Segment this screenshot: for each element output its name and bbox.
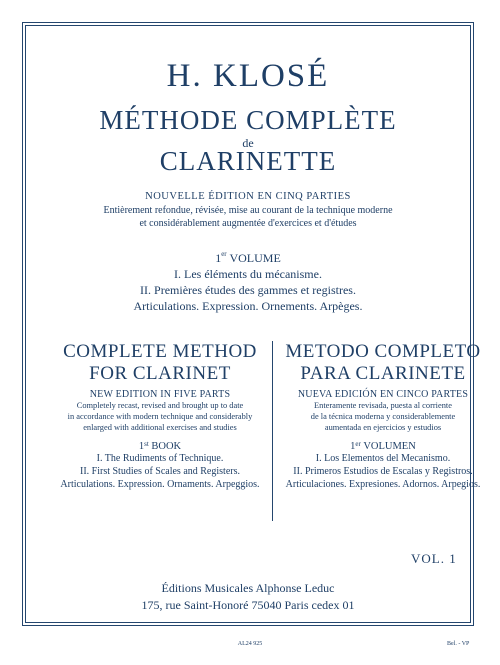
volume-label: VOL. 1 — [411, 551, 457, 566]
english-book-word: BOOK — [151, 441, 182, 452]
english-title-line-1: COMPLETE METHOD — [63, 341, 257, 362]
spanish-title-line-1: METODO COMPLETO — [285, 341, 481, 362]
spanish-item: Articulaciones. Expresiones. Adornos. Arpegios. — [285, 479, 481, 490]
spanish-desc-line: de la técnica moderna y considerablemente — [310, 412, 456, 421]
spanish-title-line-2: PARA CLARINETE — [300, 363, 466, 384]
spanish-volume-superscript: er — [355, 440, 361, 448]
spanish-desc-line: aumentada en ejercicios y estudios — [324, 423, 442, 432]
spanish-item: I. Los Elementos del Mecanismo. — [315, 453, 451, 464]
english-item: II. First Studies of Scales and Registers. — [80, 466, 240, 477]
edition-fr: NOUVELLE ÉDITION EN CINQ PARTIES — [145, 191, 351, 202]
publisher-address: 175, rue Saint-Honoré 75040 Paris cedex 01 — [141, 598, 355, 612]
volume-fr-word: VOLUME — [229, 251, 281, 265]
spanish-column — [277, 341, 489, 491]
spanish-item: II. Primeros Estudios de Escalas y Registros. — [293, 466, 473, 477]
spanish-edition: NUEVA EDICIÓN EN CINCO PARTES — [297, 389, 469, 400]
corner-reference: Bel. - VP — [447, 641, 470, 647]
title-de: de — [242, 136, 254, 150]
english-item: Articulations. Expression. Ornaments. Arpeggios. — [60, 479, 260, 490]
description-fr-line-2: et considérablement augmentée d'exercices et d'études — [139, 218, 357, 229]
english-book-number: 1 — [138, 441, 145, 452]
description-fr-line-1: Entièrement refondue, révisée, mise au courant de la technique moderne — [103, 205, 393, 216]
english-book-superscript: st — [144, 440, 149, 448]
english-column — [55, 341, 265, 491]
spanish-volume-word: VOLUMEN — [363, 441, 416, 452]
english-book-heading — [55, 441, 265, 452]
catalog-number: AL24 925 — [237, 641, 263, 647]
english-item: I. The Rudiments of Technique. — [96, 453, 224, 464]
volume-fr-heading — [23, 251, 473, 266]
volume-fr-number: 1 — [215, 251, 222, 265]
volume-fr-item: II. Premières études des gammes et registres. — [140, 283, 356, 297]
volume-fr-superscript: er — [221, 250, 227, 258]
column-divider — [272, 341, 273, 521]
publisher-name: Éditions Musicales Alphonse Leduc — [161, 581, 335, 595]
title-line-2: CLARINETTE — [159, 146, 337, 176]
composer-name: H. KLOSÉ — [166, 58, 330, 94]
page-border — [22, 22, 481, 626]
volume-fr-item: I. Les éléments du mécanisme. — [174, 267, 322, 281]
spanish-volume-heading — [277, 441, 489, 452]
english-desc-line: enlarged with additional exercises and studies — [83, 423, 237, 432]
english-title-line-2: FOR CLARINET — [89, 363, 231, 384]
english-desc-line: Completely recast, revised and brought up to date — [76, 401, 244, 410]
spanish-desc-line: Enteramente revisada, puesta al corriente — [314, 401, 452, 410]
english-edition: NEW EDITION IN FIVE PARTS — [89, 389, 231, 400]
title-line-1: MÉTHODE COMPLÈTE — [99, 105, 397, 135]
english-desc-line: in accordance with modern technique and considerably — [67, 412, 253, 421]
volume-fr-item: Articulations. Expression. Ornements. Arpèges. — [133, 299, 363, 313]
spanish-volume-number: 1 — [350, 441, 356, 452]
